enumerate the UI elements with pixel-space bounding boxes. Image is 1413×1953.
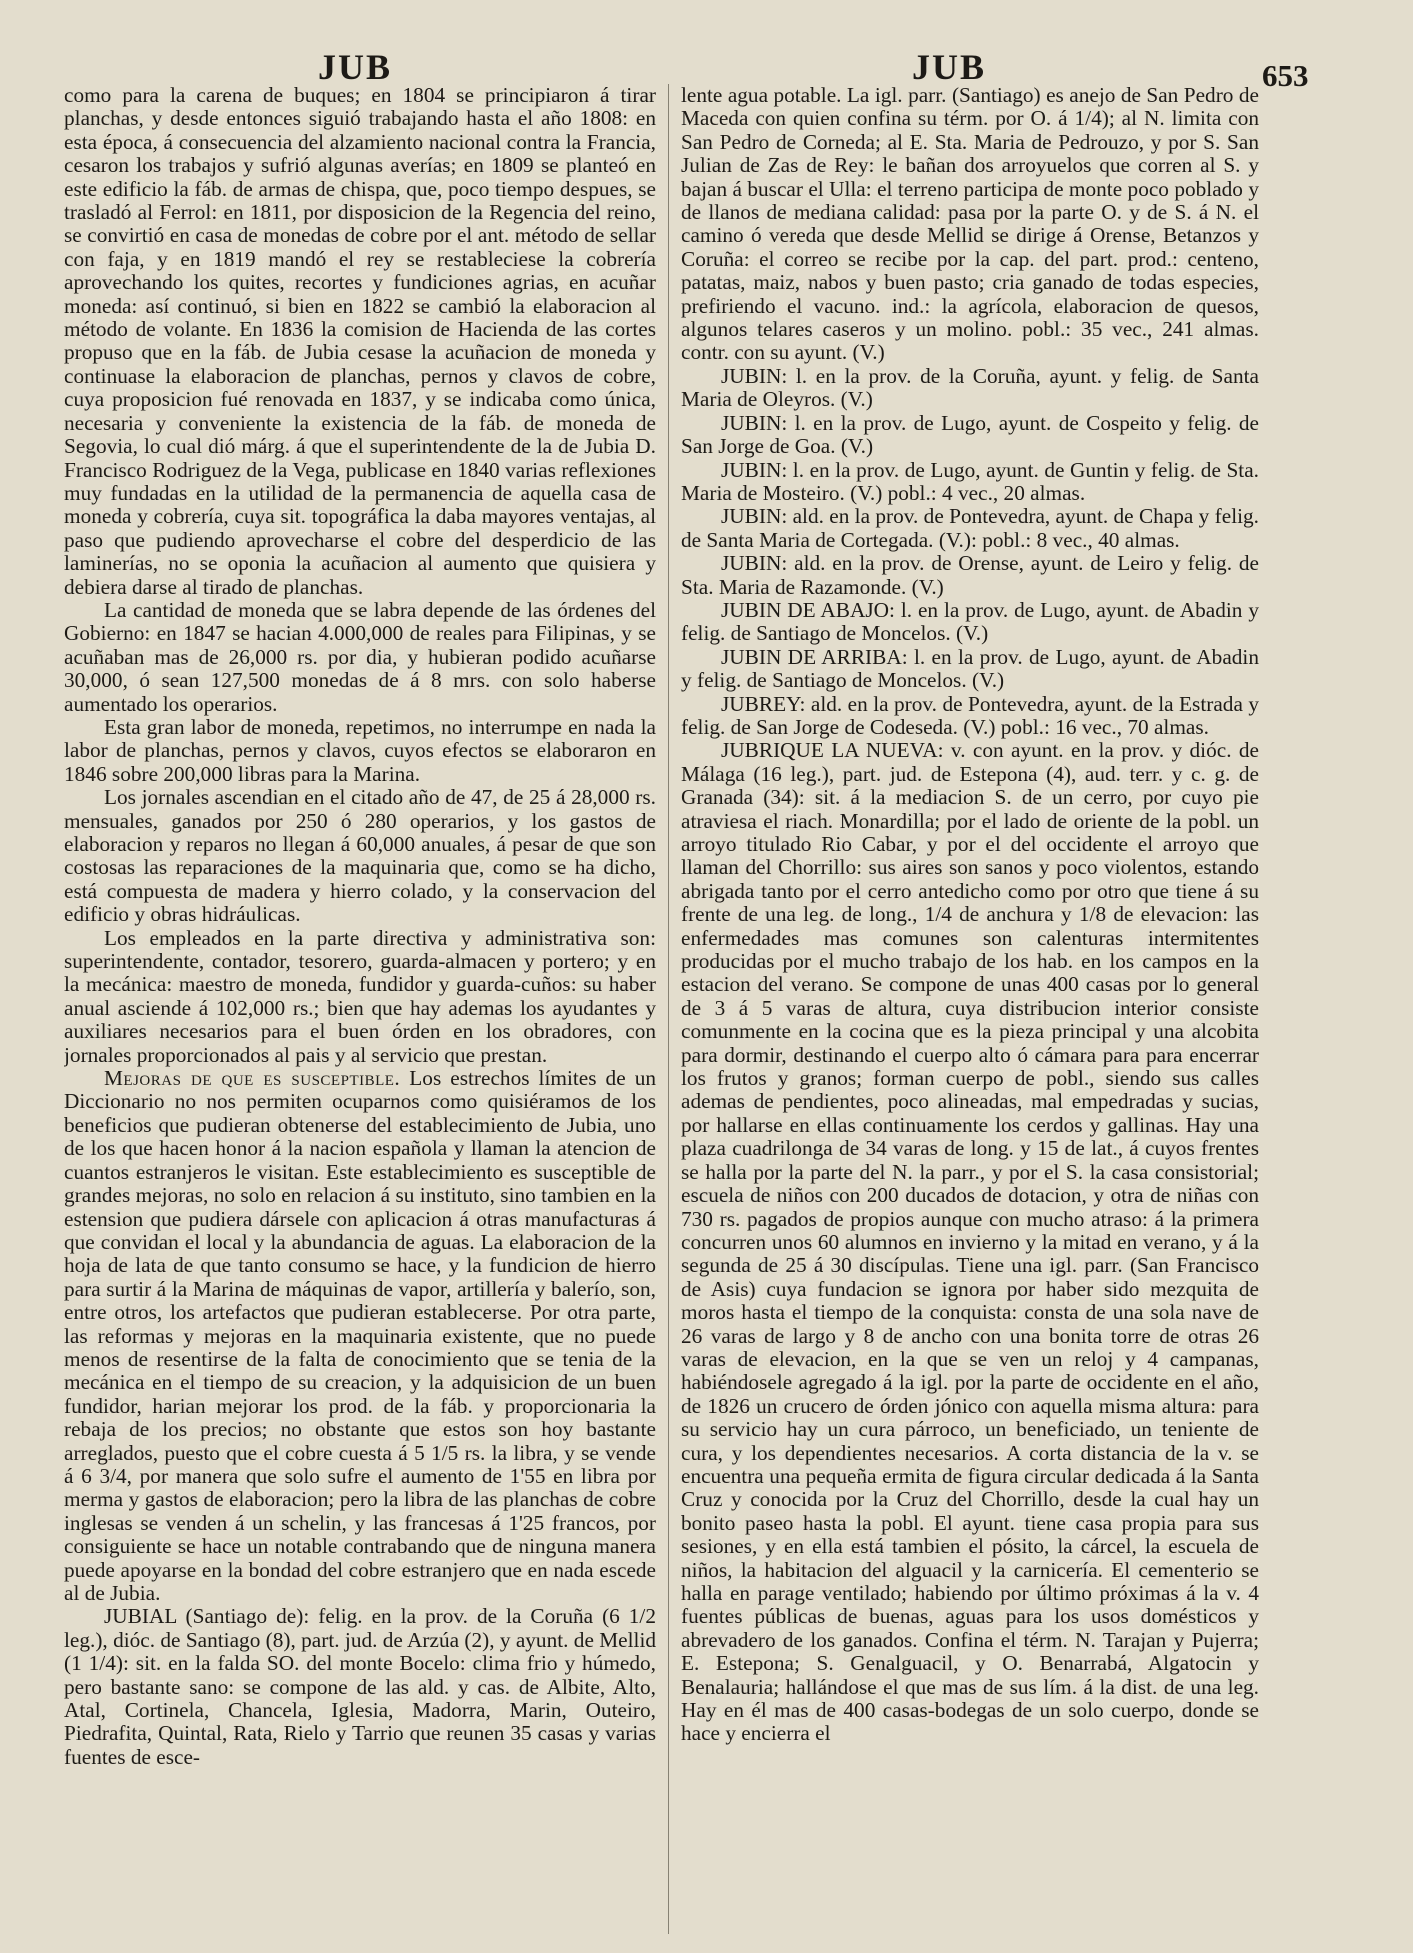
entry-jubin-1: JUBIN: l. en la prov. de la Coruña, ayunt. y felig. de Santa Maria de Oleyros. (V.) (681, 363, 1259, 412)
running-head-left: JUB (318, 47, 393, 87)
section-text: Los estrechos límites de un Diccionario no nos permiten ocuparnos como quisiéramos de los beneficios que pudieran obtenerse del establecimiento de Jubia, uno de los que hacen honor á la nacion española y llaman la atencion de cuantos estranjeros le visitan. Este establecimiento es susceptible de grandes mejoras, no solo en relacion á su instituto, sino tambien en la estension que pudiera dársele con aplicacion á otras manufacturas á que convidan el local y la abundancia de aguas. La elaboracion de la hoja de lata de que tanto consumo se hace, y la fundicion de hierro para surtir á la Marina de máquinas de vapor, artillería y balerío, son, entre otros, los artefactos que pudieran establecerse. Por otra parte, las reformas y mejoras en la maquinaria existente, que no puede menos de resentirse de la falta de conocimiento que se tenia de la mecánica en el tiempo de su creacion, y la adquisicion de un buen fundidor, harian mejorar los prod. de la fáb. y proporcionaria la rebaja de los precios; no obstante que estos son hoy bastante arreglados, puesto que el cobre cuesta á 5 1/5 rs. la libra, y se vende á 6 3/4, por manera que solo sufre el aumento de 1'55 en libra por merma y gastos de elaboracion; pero la libra de las planchas de cobre inglesas se venden á un schelin, y las francesas á 1'25 francos, por consiguiente se hace un notable contrabando que de ninguna manera puede apoyarse en la bondad del cobre estranjero que en nada escede al de Jubia. (64, 1066, 656, 1605)
left-column (64, 84, 656, 1930)
paragraph: Esta gran labor de moneda, repetimos, no interrumpe en nada la labor de planchas, pernos y clavos, cuyos efectos se elaboraron en 1846 sobre 200,000 libras para la Marina. (64, 714, 656, 786)
section-lead: Mejoras de que es susceptible. (104, 1066, 401, 1091)
paragraph: como para la carena de buques; en 1804 se principiaron á tirar planchas, y desde entonces siguió trabajando hasta el año 1808: en esta época, á consecuencia del alzamiento nacional contra la Francia, cesaron los trabajos y sufrió algunas averías; en 1809 se planteó en este edificio la fáb. de armas de chispa, que, poco tiempo despues, se trasladó al Ferrol: en 1811, por disposicion de la Regencia del reino, se convirtió en casa de monedas de cobre por el ant. método de sellar con faja, y en 1819 mandó el rey se restableciese la cobrería aprovechando los quites, recortes y fundiciones agrias, en acuñar moneda: así continuó, si bien en 1822 se cambió la elaboracion al método de volante. En 1836 la comision de Hacienda de las cortes propuso que en la fáb. de Jubia cesase la acuñacion de moneda y continuase la elaboracion de planchas, pernos y clavos de cobre, cuya proposicion fué renovada en 1837, y se indicaba como única, necesaria y conveniente la existencia de la fáb. de moneda de Segovia, lo cual dió márg. á que el superintendente de la de Jubia D. Francisco Rodriguez de la Vega, publicase en 1840 varias reflexiones muy fundadas en la utilidad de la permanencia de aquella casa de moneda y cobrería, cuya sit. topográfica la daba mayores ventajas, al paso que pudiendo aprovecharse el cobre del desperdicio de las laminerías, no se oponia la acuñacion al aumento que quisiera y debiera darse al tirado de planchas. (64, 84, 656, 599)
entry-jubrey: JUBREY: ald. en la prov. de Pontevedra, ayunt. de la Estrada y felig. de San Jorge de Codeseda. (V.) pobl.: 16 vec., 70 almas. (681, 691, 1259, 739)
paragraph: Los empleados en la parte directiva y administrativa son: superintendente, contador, tesorero, guarda-almacen y portero; y en la mecánica: maestro de moneda, fundidor y guarda-cuños: su haber anual asciende á 102,000 rs.; bien que hay ademas los ayudantes y auxiliares necesarios para el buen órden en los obradores, con jornales proporcionados al pais y al servicio que prestan. (64, 925, 656, 1067)
paragraph: Los jornales ascendian en el citado año de 47, de 25 á 28,000 rs. mensuales, ganados por 250 ó 280 operarios, y los gastos de elaboracion y reparos no llegan á 60,000 anuales, á pesar de que son costosas las reparaciones de la maquinaria que, como se ha dicho, está compuesta de madera y hierro colado, y la conservacion del edificio y obras hidráulicas. (64, 785, 656, 927)
right-column (681, 84, 1259, 1930)
paragraph: La cantidad de moneda que se labra depende de las órdenes del Gobierno: en 1847 se hacian 4.000,000 de reales para Filipinas, y se acuñaban mas de 26,000 rs. por dia, y hubieran podido acuñarse 30,000, ó sean 127,500 monedas de á 8 mrs. con solo haberse aumentado los operarios. (64, 597, 656, 716)
paragraph: lente agua potable. La igl. parr. (Santiago) es anejo de San Pedro de Maceda con quien confina su térm. por O. á 1/4); al N. limita con San Pedro de Corneda; al E. Sta. Maria de Pedrouzo, y por S. San Julian de Zas de Rey: le bañan dos arroyuelos que corren al S. y bajan á buscar el Ulla: el terreno participa de monte poco poblado y de llanos de mediana calidad: pasa por la parte O. y de S. á N. el camino ó vereda que desde Mellid se dirige á Orense, Betanzos y Coruña: el correo se recibe por la cap. del part. prod.: centeno, patatas, maiz, nabos y buen pasto; cria ganado de todas especies, prefiriendo el vacuno. ind.: la agrícola, elaboracion de quesos, algunos telares caseros y un molino. pobl.: 35 vec., 241 almas. contr. con su ayunt. (V.) (681, 84, 1259, 365)
entry-jubial: JUBIAL (Santiago de): felig. en la prov. de la Coruña (6 1/2 leg.), dióc. de Santiago (8), part. jud. de Arzúa (2), y ayunt. de Mellid (1 1/4): sit. en la falda SO. del monte Bocelo: clima frio y húmedo, pero bastante sano: se compone de las ald. y cas. de Albite, Alto, Atal, Cortinela, Chancela, Iglesia, Madorra, Marin, Outeiro, Piedrafita, Quintal, Rata, Rielo y Tarrio que reunen 35 casas y varias fuentes de esce- (64, 1604, 656, 1769)
entry-jubin-2: JUBIN: l. en la prov. de Lugo, ayunt. de Cospeito y felig. de San Jorge de Goa. (V.) (681, 410, 1259, 459)
entry-jubin-4: JUBIN: ald. en la prov. de Pontevedra, ayunt. de Chapa y felig. de Santa Maria de Cortegada. (V.): pobl.: 8 vec., 40 almas. (681, 504, 1259, 552)
entry-jubin-de-arriba: JUBIN DE ARRIBA: l. en la prov. de Lugo, ayunt. de Abadin y felig. de Santiago de Moncelos. (V.) (681, 644, 1259, 693)
entry-jubin-5: JUBIN: ald. en la prov. de Orense, ayunt. de Leiro y felig. de Sta. Maria de Razamonde. (V.) (681, 551, 1259, 599)
paragraph-mejoras (64, 1067, 656, 1605)
page-number: 653 (1262, 58, 1309, 93)
running-head-right: JUB (912, 47, 987, 87)
entry-jubin-de-abajo: JUBIN DE ABAJO: l. en la prov. de Lugo, ayunt. de Abadin y felig. de Santiago de Moncelos. (V.) (681, 597, 1259, 646)
entry-jubin-3: JUBIN: l. en la prov. de Lugo, ayunt. de Guntin y felig. de Sta. Maria de Mosteiro. (V.) pobl.: 4 vec., 20 almas. (681, 457, 1259, 505)
entry-jubrique-la-nueva: JUBRIQUE LA NUEVA: v. con ayunt. en la prov. y dióc. de Málaga (16 leg.), part. jud. de Estepona (4), aud. terr. y c. g. de Granada (34): sit. á la mediacion S. de un cerro, por cuyo pie atraviesa el riach. Monardilla; por el lado de oriente de la pobl. un arroyo titulado Rio Cabar, y por el del occidente el arroyo que llaman del Chorrillo: sus aires son sanos y poco violentos, estando abrigada tanto por el cerro antedicho como por otro que tiene á su frente de una leg. de long., 1/4 de anchura y 1/8 de elevacion: las enfermedades mas comunes son calenturas intermitentes producidas por el mucho trabajo de los hab. en los campos en la estacion del verano. Se compone de unas 400 casas por lo general de 3 á 5 varas de altura, cuya distribucion interior consiste comunmente en la cocina que es la pieza principal y una alcobita para dormir, destinando el cuerpo alto ó cámara para para encerrar los frutos y granos; forman cuerpo de pobl., siendo sus calles ademas de pendientes, poco alineadas, mal empedradas y sucias, por hallarse en ellas continuamente los cerdos y gallinas. Hay una plaza cuadrilonga de 34 varas de long. y 15 de lat., á cuyos frentes se halla por la parte del N. la parr., y por el S. la casa consistorial; escuela de niños con 200 ducados de dotacion, y otra de niñas con 730 rs. pagados de propios aunque con mucho atraso: á la primera concurren unos 60 alumnos en invierno y la mitad en verano, y á la segunda de 25 á 30 discípulas. Tiene una igl. parr. (San Francisco de Asis) cuya fundacion se ignora por haber sido mezquita de moros hasta el tiempo de la conquista: consta de una sola nave de 26 varas de largo y 8 de ancho con una bonita torre de otras 26 varas de elevacion, en la que se ven un reloj y 4 campanas, habiéndosele agregado á la igl. por la parte de occidente en el año, de 1826 un crucero de órden jónico con aquella misma altura: para su servicio hay un cura párroco, un beneficiado, un teniente de cura, y los dependientes necesarios. A corta distancia de la v. se encuentra una pequeña ermita de figura circular dedicada á la Santa Cruz y conocida por la Cruz del Chorrillo, desde la cual hay un bonito paseo hasta la pobl. El ayunt. tiene casa propia para sus sesiones, y en ella está tambien el pósito, la cárcel, la escuela de niños, la habitacion del alguacil y la carnicería. El cementerio se halla en parage ventilado; habiendo por último próximas á la v. 4 fuentes públicas de buenas, aguas para los usos domésticos y abrevadero de los ganados. Confina el térm. N. Tarajan y Pujerra; E. Estepona; S. Genalguacil, y O. Benarrabá, Algatocin y Benalauria; hallándose el que mas de sus lím. á la dist. de una leg. Hay en él mas de 400 casas-bodegas de un solo cuerpo, donde se hace y encierra el (681, 738, 1259, 1746)
column-divider (668, 84, 669, 1934)
